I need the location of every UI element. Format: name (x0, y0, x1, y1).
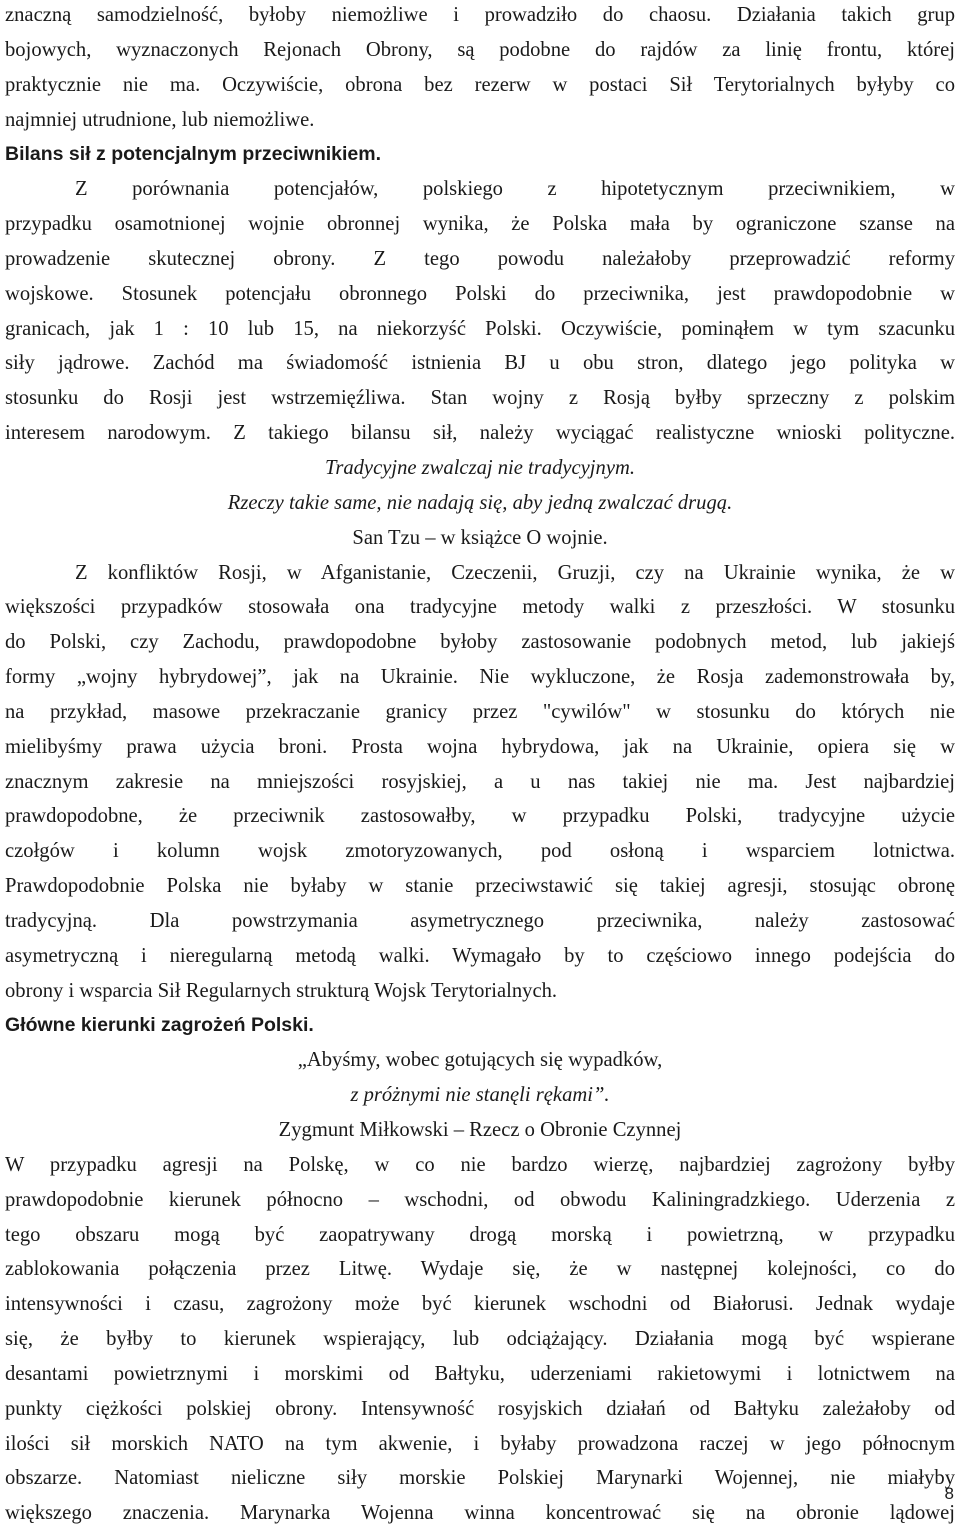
text-line: się, że byłby to kierunek wspierający, lub odciążający. Działania mogą być wspierane (5, 1328, 955, 1351)
text-line: formy „wojny hybrydowej”, jak na Ukrainie. Nie wykluczone, że Rosja zademonstrowała by, (5, 666, 955, 689)
quote-line: Tradycyjne zwalczaj nie tradycyjnym. (325, 456, 635, 479)
text-line: interesem narodowym. Z takiego bilansu sił, należy wyciągać realistyczne wnioski polityczne. (5, 422, 955, 445)
text-line: Prawdopodobnie Polska nie byłaby w stanie przeciwstawić się takiej agresji, stosując obronę (5, 875, 955, 898)
text-line: stosunku do Rosji jest wstrzemięźliwa. Stan wojny z Rosją byłby sprzeczny z polskim (5, 387, 955, 410)
quote-line: z próżnymi nie stanęli rękami”. (350, 1084, 610, 1107)
text-line: bojowych, wyznaczonych Rejonach Obrony, są podobne do rajdów za linię frontu, której (5, 38, 955, 61)
text-line: Z porównania potencjałów, polskiego z hipotetycznym przeciwnikiem, w (75, 178, 955, 201)
text-line: zablokowania połączenia przez Litwę. Wydaje się, że w następnej kolejności, co do (5, 1258, 955, 1281)
text-line: obrony i wsparcia Sił Regularnych strukturą Wojsk Terytorialnych. (5, 979, 558, 1002)
section-heading: Główne kierunki zagrożeń Polski. (5, 1014, 314, 1037)
quote-attribution: Zygmunt Miłkowski – Rzecz o Obronie Czynnej (278, 1119, 682, 1141)
text-line: ilości sił morskich NATO na tym akwenie, i byłaby prowadzona raczej w jego północnym (5, 1432, 955, 1455)
text-line: asymetryczną i nieregularną metodą walki. Wymagało by to częściowo innego podejścia do (5, 944, 955, 967)
page-number: 8 (944, 1484, 954, 1503)
text-line: przypadku osamotnionej wojnie obronnej wynika, że Polska mała by ograniczone szanse na (5, 213, 955, 236)
text-line: prowadzenie skutecznej obrony. Z tego powodu należałoby przeprowadzić reformy (5, 247, 955, 270)
text-line: większości przypadków stosowała ona tradycyjne metody walki z przeszłości. W stosunku (5, 596, 955, 619)
text-line: desantami powietrznymi i morskimi od Bałtyku, uderzeniami rakietowymi i lotnictwem na (5, 1362, 955, 1385)
text-line: prawdopodobne, że przeciwnik zastosowałby, w przypadku Polski, tradycyjne użycie (5, 805, 955, 828)
quote-line: Rzeczy takie same, nie nadają się, aby jedną zwalczać drugą. (227, 491, 733, 514)
text-line: najmniej utrudnione, lub niemożliwe. (5, 108, 315, 131)
text-line: obszarze. Natomiast nieliczne siły morskie Polskiej Marynarki Wojennej, nie miałyby (5, 1467, 955, 1490)
quote-attribution: San Tzu – w książce O wojnie. (352, 526, 608, 549)
text-line: prawdopodobnie kierunek północno – wschodni, od obwodu Kaliningradzkiego. Uderzenia z (5, 1188, 955, 1211)
text-line: tego obszaru mogą być zaopatrywany drogą morską i powietrzną, w przypadku (5, 1223, 955, 1246)
text-line: tradycyjną. Dla powstrzymania asymetrycznego przeciwnika, należy zastosować (5, 909, 955, 932)
text-line: do Polski, czy Zachodu, prawdopodobne byłoby zastosowanie podobnych metod, lub jakiejś (5, 631, 955, 654)
text-line: praktycznie nie ma. Oczywiście, obrona bez rezerw w postaci Sił Terytorialnych byłyby co (5, 73, 955, 96)
quote-line: „Abyśmy, wobec gotujących się wypadków, (297, 1049, 663, 1072)
text-line: granicach, jak 1 : 10 lub 15, na niekorzyść Polski. Oczywiście, pominąłem w tym szacunku (5, 317, 955, 340)
document-page (5, 0, 955, 1531)
text-line: znacznym zakresie na mniejszości rosyjskiej, a u nas takiej nie ma. Jest najbardziej (5, 770, 955, 793)
text-line: na przykład, masowe przekraczanie granicy przez "cywilów" w stosunku do których nie (5, 700, 955, 723)
text-line: mielibyśmy prawa użycia broni. Prosta wojna hybrydowa, jak na Ukrainie, opiera się w (5, 735, 955, 758)
text-line: siły jądrowe. Zachód ma świadomość istnienia BJ u obu stron, dlatego jego polityka w (5, 352, 955, 375)
text-line: W przypadku agresji na Polskę, w co nie bardzo wierzę, najbardziej zagrożony byłby (5, 1153, 955, 1176)
section-heading: Bilans sił z potencjalnym przeciwnikiem. (5, 143, 382, 166)
text-line: intensywności i czasu, zagrożony może być kierunek wschodni od Białorusi. Jednak wydaje (5, 1293, 955, 1316)
text-line: większego znaczenia. Marynarka Wojenna winna koncentrować się na obronie lądowej (5, 1502, 955, 1525)
text-line: wojskowe. Stosunek potencjału obronnego Polski do przeciwnika, jest prawdopodobnie w (5, 282, 955, 305)
text-line: znaczną samodzielność, byłoby niemożliwe i prowadziło do chaosu. Działania takich grup (5, 4, 955, 26)
text-line: czołgów i kolumn wojsk zmotoryzowanych, pod osłoną i wsparciem lotnictwa. (5, 840, 955, 863)
text-line: Z konfliktów Rosji, w Afganistanie, Czeczenii, Gruzji, czy na Ukrainie wynika, że w (75, 561, 955, 584)
text-line: punkty ciężkości polskiej obrony. Intensywność rosyjskich działań od Bałtyku zależałoby od (5, 1397, 955, 1420)
